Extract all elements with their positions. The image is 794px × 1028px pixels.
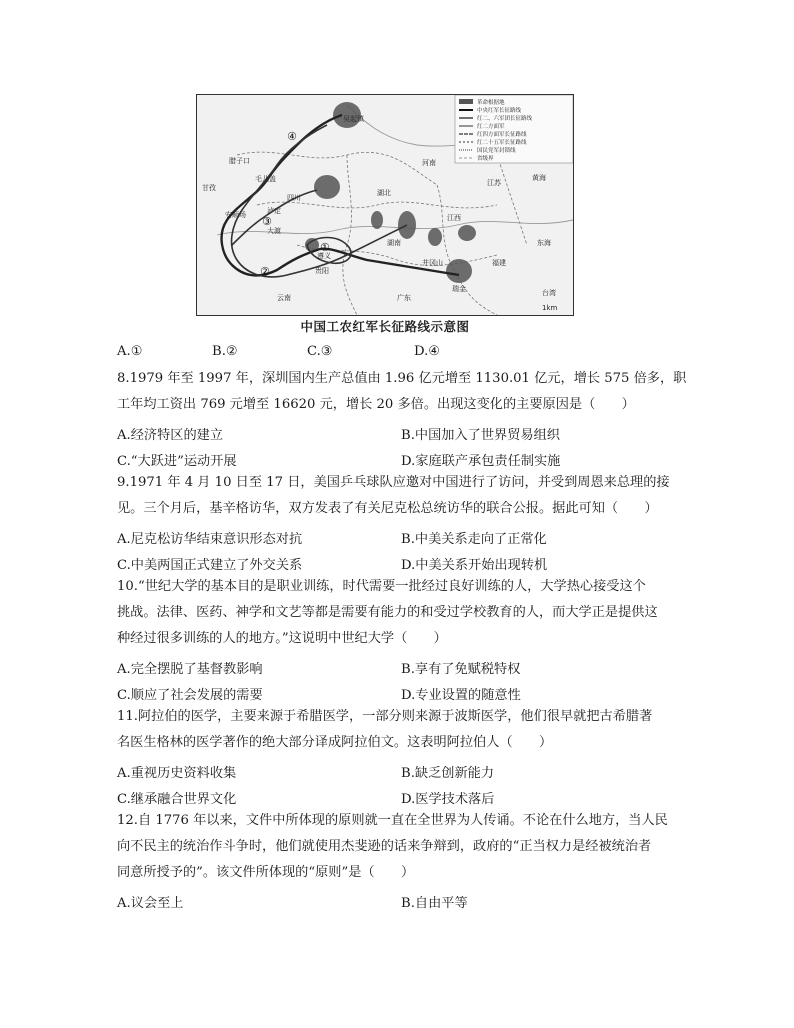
label-jinggangshan: 井冈山 — [422, 259, 443, 267]
legend-4th-front-route: 红四方面军长征路线 — [477, 132, 527, 138]
q12-option-b: B.自由平等 — [401, 896, 468, 911]
q8-stem — [117, 366, 687, 418]
q7-option-c: C.③ — [307, 344, 333, 359]
label-huanghai: 黄海 — [532, 174, 546, 182]
label-ruijin: 瑞金 — [452, 285, 466, 293]
q9-stem-line-1: 9.1971 年 4 月 10 日至 17 日，美国乒乓球队应邀对中国进行了访问，并受到周恩来总理的接 — [117, 475, 670, 490]
label-luding: 泸定 — [267, 207, 281, 215]
q8-option-b: B.中国加入了世界贸易组织 — [401, 428, 560, 443]
label-henan: 河南 — [422, 159, 436, 167]
label-dadu: 大渡 — [267, 227, 281, 235]
label-fujian: 福建 — [492, 259, 506, 267]
q10-stem-line-3: 种经过很多训练的人的地方。”这说明中世纪大学（ ） — [117, 631, 447, 646]
label-donghai: 东海 — [537, 239, 551, 247]
q7-option-b: B.② — [212, 344, 238, 359]
legend-2nd-front-army: 红二方面军 — [477, 124, 505, 130]
q9-option-c: C.中美两国正式建立了外交关系 — [117, 558, 303, 573]
label-lazikou: 腊子口 — [229, 157, 250, 165]
map-drawing — [197, 95, 573, 315]
q8-option-d: D.家庭联产承包责任制实施 — [401, 454, 561, 469]
q8-stem-line-2: 工年均工资出 769 元增至 16620 元，增长 20 多倍。出现这变化的主要原因是（ ） — [117, 397, 635, 412]
q11-option-c: C.继承融合世界文化 — [117, 792, 237, 807]
q9-option-d: D.中美关系开始出现转机 — [401, 558, 548, 573]
label-sichuan: 四川 — [287, 194, 301, 202]
q12-stem — [117, 808, 687, 886]
label-zunyi: 遵义 — [317, 252, 331, 260]
label-wuqizhen: 吴起镇 — [343, 115, 364, 123]
q9-stem-line-2: 见。三个月后，基辛格访华，双方发表了有关尼克松总统访华的联合公报。据此可知（ ） — [117, 501, 658, 516]
q7-option-a: A.① — [117, 344, 143, 359]
long-march-map — [196, 94, 574, 316]
label-jiangxi: 江西 — [447, 214, 461, 222]
legend-central-route: 中央红军长征路线 — [477, 108, 522, 114]
label-jiangsu: 江苏 — [487, 179, 501, 187]
route-marker-4: ④ — [287, 130, 297, 143]
label-taiwan: 台湾 — [542, 289, 556, 297]
q10-option-a: A.完全摆脱了基督教影响 — [117, 662, 263, 677]
q10-option-d: D.专业设置的随意性 — [401, 688, 521, 703]
route-marker-1: ① — [320, 241, 330, 254]
q10-option-b: B.享有了免赋税特权 — [401, 662, 521, 677]
legend-25th-army-route: 红二十五军长征路线 — [477, 140, 527, 146]
label-maoergai: 毛儿盖 — [255, 175, 276, 183]
q8-stem-line-1: 8.1979 年至 1997 年，深圳国内生产总值由 1.96 亿元增至 1130.01 亿元，增长 575 倍多，职 — [117, 371, 687, 386]
q12-option-a: A.议会至上 — [117, 896, 184, 911]
label-scale: 1km — [542, 304, 558, 312]
label-guiyang: 贵阳 — [315, 267, 329, 275]
label-anshunchang: 安顺场 — [225, 211, 246, 219]
label-yunnan: 云南 — [277, 294, 291, 302]
q11-option-d: D.医学技术落后 — [401, 792, 495, 807]
legend-provincial-border: 省级界 — [477, 156, 494, 162]
q7-option-d: D.④ — [414, 344, 441, 359]
q9-option-b: B.中美关系走向了正常化 — [401, 532, 547, 547]
map-legend — [455, 95, 573, 163]
label-hunan: 湖南 — [387, 239, 401, 247]
legend-base-area: 革命根据地 — [477, 100, 505, 106]
q9-stem — [117, 470, 687, 522]
q8-option-a: A.经济特区的建立 — [117, 428, 224, 443]
q11-stem-line-1: 11.阿拉伯的医学，主要来源于希腊医学，一部分则来源于波斯医学，他们很早就把古希腊著 — [117, 709, 653, 724]
long-march-map-figure — [196, 94, 574, 334]
q12-stem-line-2: 向不民主的统治作斗争时，他们就使用杰斐逊的话来争辩到，政府的“正当权力是经被统治者 — [117, 839, 652, 854]
q11-stem-line-2: 名医生格林的医学著作的绝大部分译成阿拉伯文。这表明阿拉伯人（ ） — [117, 735, 553, 750]
q10-stem — [117, 574, 687, 652]
q12-stem-line-1: 12.自 1776 年以来，文件中所体现的原则就一直在全世界为人传诵。不论在什么地方，当人民 — [117, 813, 668, 828]
route-marker-3: ③ — [262, 215, 272, 228]
label-hubei: 湖北 — [377, 189, 391, 197]
q10-stem-line-2: 挑战。法律、医药、神学和文艺等都是需要有能力的和受过学校教育的人，而大学正是提供这 — [117, 605, 658, 620]
label-ganzi: 甘孜 — [202, 184, 216, 192]
route-marker-2: ② — [260, 265, 270, 278]
q9-option-a: A.尼克松访华结束意识形态对抗 — [117, 532, 303, 547]
q10-option-c: C.顺应了社会发展的需要 — [117, 688, 263, 703]
label-guangdong: 广东 — [397, 294, 411, 302]
legend-blockade-line: 国民党军封锁线 — [477, 148, 516, 154]
map-caption: 中国工农红军长征路线示意图 — [300, 319, 470, 334]
legend-2-6-corps-route: 红二、六军团长征路线 — [477, 116, 533, 122]
q10-stem-line-1: 10.“世纪大学的基本目的是职业训练，时代需要一批经过良好训练的人，大学热心接受这个 — [117, 579, 646, 594]
q12-stem-line-3: 同意所授予的”。该文件所体现的“原则”是（ ） — [117, 865, 415, 880]
q11-option-a: A.重视历史资料收集 — [117, 766, 237, 781]
q8-option-c: C.“大跃进”运动开展 — [117, 454, 237, 469]
q11-stem — [117, 704, 687, 756]
q11-option-b: B.缺乏创新能力 — [401, 766, 495, 781]
